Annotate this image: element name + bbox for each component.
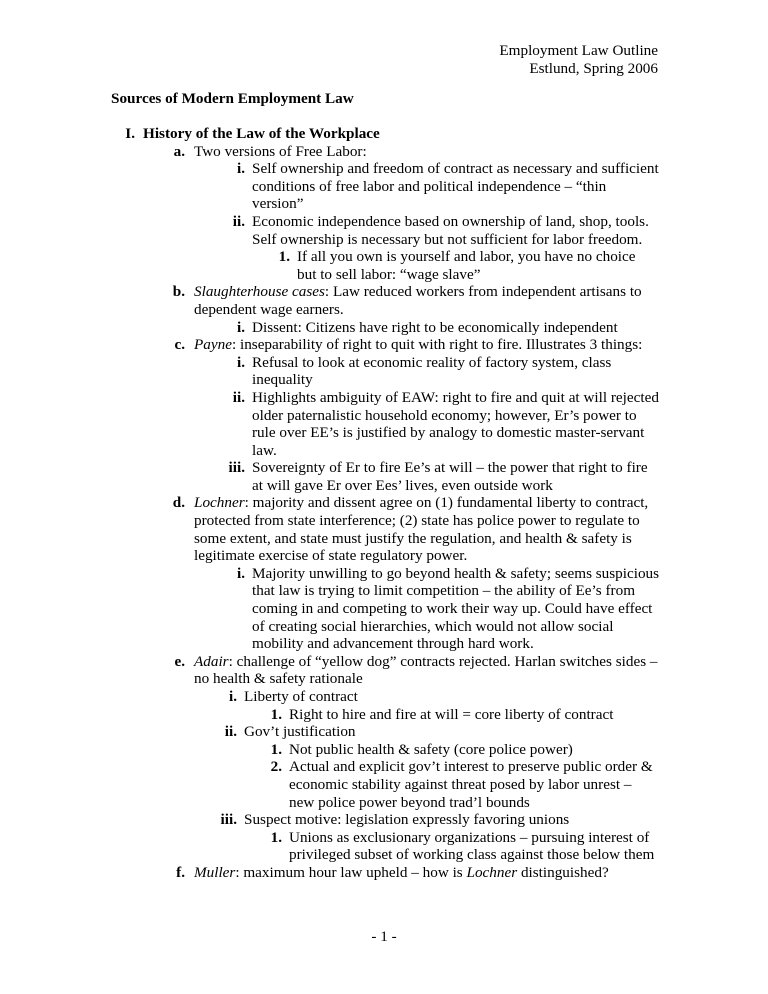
outline-text: History of the Law of the Workplace: [143, 125, 380, 142]
page-title: Sources of Modern Employment Law: [111, 90, 354, 107]
outline-marker: 1.: [270, 828, 282, 846]
outline-item-a-ii-1: [0, 248, 768, 283]
outline-marker: f.: [176, 863, 185, 881]
outline-item-b: [0, 283, 768, 318]
outline-text: Refusal to look at economic reality of factory system, class inequality: [252, 353, 612, 389]
case-name: Muller: [194, 863, 236, 881]
page-number-footer: - 1 -: [371, 928, 397, 945]
outline-text: [194, 653, 660, 688]
outline-text-rest: : maximum hour law upheld – how is: [235, 863, 467, 881]
outline-text: Economic independence based on ownership of land, shop, tools. Self ownership is necessary but not sufficient for labor freedom.: [252, 212, 649, 248]
case-name: Lochner: [194, 494, 245, 512]
outline-body: [0, 125, 768, 882]
outline-marker: d.: [172, 494, 185, 512]
outline-marker: i.: [228, 688, 237, 705]
outline-text: [194, 864, 660, 882]
outline-marker: 1.: [270, 705, 282, 723]
outline-marker: 2.: [270, 758, 282, 776]
outline-text: Liberty of contract: [244, 688, 358, 705]
document-header: [499, 42, 658, 77]
outline-marker: iii.: [220, 811, 237, 829]
outline-marker: 1.: [270, 740, 282, 758]
outline-text: [194, 336, 660, 354]
outline-text: Highlights ambiguity of EAW: right to fire and quit at will rejected older paternalistic household economy; however, Er’s power to rule over EE’s is justified by analogy to domestic master-servant law.: [252, 388, 659, 459]
outline-text: Self ownership and freedom of contract as necessary and sufficient conditions of free labor and political independence – “thin version”: [252, 160, 659, 213]
outline-item-f: [0, 864, 768, 882]
outline-text: Unions as exclusionary organizations – pursuing interest of privileged subset of working class against those below them: [289, 828, 655, 864]
outline-text: Two versions of Free Labor:: [194, 142, 367, 160]
outline-marker: c.: [174, 336, 185, 354]
header-line-author: Estlund, Spring 2006: [529, 59, 658, 77]
outline-marker: ii.: [232, 388, 245, 406]
outline-marker: ii.: [232, 212, 245, 230]
outline-item-a: [0, 143, 768, 161]
case-name: Payne: [194, 336, 232, 354]
outline-item-e-i: [0, 688, 768, 706]
outline-text-rest: : challenge of “yellow dog” contracts rejected. Harlan switches sides – no health & safety rationale: [194, 652, 658, 688]
outline-marker: i.: [236, 564, 245, 582]
outline-item-c-i: [0, 354, 768, 389]
outline-marker: I.: [125, 125, 135, 142]
outline-item-e-ii-2: [0, 758, 768, 811]
outline-item-c-iii: [0, 459, 768, 494]
outline-item-d-i: [0, 565, 768, 653]
outline-text: Suspect motive: legislation expressly favoring unions: [244, 811, 570, 829]
outline-marker: i.: [236, 353, 245, 371]
outline-text-tail: distinguished?: [517, 863, 609, 881]
outline-marker: ii.: [224, 723, 237, 741]
header-line-title: Employment Law Outline: [499, 42, 658, 59]
outline-item-a-i: [0, 160, 768, 213]
outline-item-c-ii: [0, 389, 768, 459]
outline-text: [194, 494, 660, 564]
outline-text: Right to hire and fire at will = core liberty of contract: [289, 705, 614, 723]
outline-text: If all you own is yourself and labor, you have no choice but to sell labor: “wage slave”: [297, 248, 636, 283]
outline-marker: a.: [173, 142, 185, 160]
outline-text-rest: : Law reduced workers from independent artisans to dependent wage earners.: [194, 283, 642, 318]
outline-item-b-i: [0, 319, 768, 337]
case-name-secondary: Lochner: [466, 863, 518, 881]
outline-marker: iii.: [228, 459, 245, 477]
outline-text: Majority unwilling to go beyond health & safety; seems suspicious that law is trying to limit competition – the ability of Ee’s from coming in and competing to work their way up. Could have effect of creating social hierarchies, which would not allow social mobility and advancement through hard work.: [252, 564, 660, 653]
outline-text: Dissent: Citizens have right to be economically independent: [252, 318, 618, 336]
outline-item-e-ii: [0, 723, 768, 741]
outline-marker: e.: [174, 652, 185, 670]
outline-marker: i.: [236, 318, 245, 336]
outline-text: Sovereignty of Er to fire Ee’s at will – the power that right to fire at will gave Er over Ees’ lives, even outside work: [252, 459, 648, 494]
outline-text-rest: : majority and dissent agree on (1) fundamental liberty to contract, protected from state interference; (2) state has police power to regulate to some extent, and state must justify the regulation, and health & safety is legitimate exercise of state regulatory power.: [194, 494, 649, 565]
outline-item-I: [0, 125, 768, 143]
outline-text-rest: : inseparability of right to quit with right to fire. Illustrates 3 things:: [231, 336, 643, 354]
case-name: Slaughterhouse cases: [194, 283, 325, 301]
outline-item-e-ii-1: [0, 741, 768, 759]
outline-marker: i.: [236, 160, 245, 178]
outline-text: Not public health & safety (core police power): [289, 740, 573, 758]
outline-item-d: [0, 494, 768, 564]
outline-item-e-iii: [0, 811, 768, 829]
outline-text: Actual and explicit gov’t interest to preserve public order & economic stability against threat posed by labor unrest – new police power beyond trad’l bounds: [289, 758, 653, 811]
outline-item-e-i-1: [0, 706, 768, 724]
outline-text: Gov’t justification: [244, 723, 356, 741]
outline-item-e: [0, 653, 768, 688]
outline-item-e-iii-1: [0, 829, 768, 864]
case-name: Adair: [194, 652, 229, 670]
outline-marker: 1.: [278, 248, 290, 266]
outline-item-c: [0, 336, 768, 354]
outline-marker: b.: [172, 283, 185, 301]
outline-item-a-ii: [0, 213, 768, 248]
outline-text: [194, 283, 660, 318]
